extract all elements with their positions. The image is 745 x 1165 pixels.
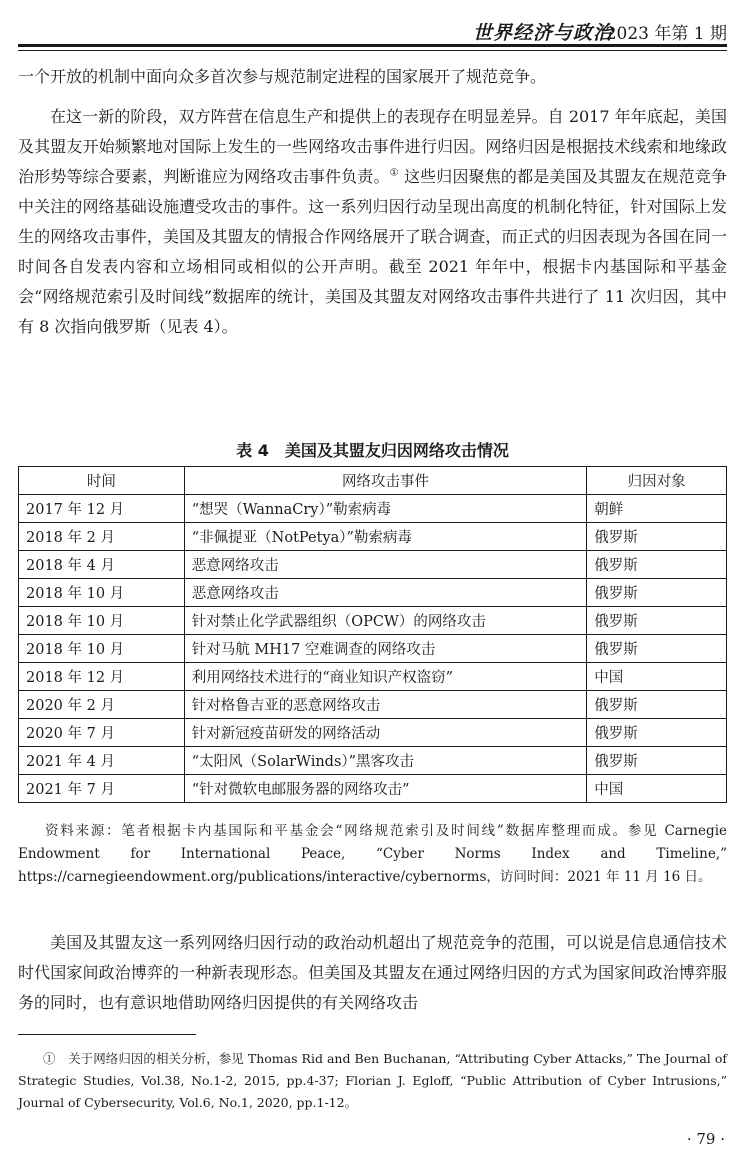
cell-time: 2017 年 12 月: [19, 495, 185, 523]
cell-event: 恶意网络攻击: [184, 551, 587, 579]
cell-event: 针对格鲁吉亚的恶意网络攻击: [184, 691, 587, 719]
cell-time: 2018 年 10 月: [19, 635, 185, 663]
cell-target: 俄罗斯: [587, 691, 727, 719]
cell-event: 利用网络技术进行的“商业知识产权盗窃”: [184, 663, 587, 691]
cell-time: 2018 年 12 月: [19, 663, 185, 691]
running-header: [18, 14, 727, 48]
table-row: [19, 635, 727, 663]
cell-target: 俄罗斯: [587, 747, 727, 775]
cell-event: “针对微软电邮服务器的网络攻击”: [184, 775, 587, 803]
footnote-1: ① 关于网络归因的相关分析，参见 Thomas Rid and Ben Buchanan, “Attributing Cyber Attacks,” The Journal of Strategic Studies, Vol.38, No.1-2, 2015, pp.4-37; Florian J. Egloff, “Public Attribution of Cyber Intrusions,” Journal of Cybersecurity, Vol.6, No.1, 2020, pp.1-12。: [18, 1051, 727, 1110]
cell-target: 朝鲜: [587, 495, 727, 523]
cell-time: 2018 年 10 月: [19, 607, 185, 635]
cell-event: “非佩提亚（NotPetya）”勒索病毒: [184, 523, 587, 551]
cell-event: 恶意网络攻击: [184, 579, 587, 607]
cell-event: 针对禁止化学武器组织（OPCW）的网络攻击: [184, 607, 587, 635]
table-row: [19, 523, 727, 551]
header-event: 网络攻击事件: [184, 467, 587, 495]
cell-target: 俄罗斯: [587, 579, 727, 607]
footnote-reference[interactable]: ①: [389, 167, 399, 179]
table-row: [19, 719, 727, 747]
table-caption: 表 4 美国及其盟友归因网络攻击情况: [236, 441, 509, 460]
cell-time: 2021 年 4 月: [19, 747, 185, 775]
cell-event: “太阳风（SolarWinds）”黑客攻击: [184, 747, 587, 775]
header-rule-thick: [18, 44, 727, 47]
cell-event: 针对新冠疫苗研发的网络活动: [184, 719, 587, 747]
table-row: [19, 775, 727, 803]
paragraph-1: 一个开放的机制中面向众多首次参与规范制定进程的国家展开了规范竞争。: [18, 67, 547, 86]
paragraph-2-part-b: 这些归因聚焦的都是美国及其盟友在规范竞争中关注的网络基础设施遭受攻击的事件。这一系列归因行动呈现出高度的机制化特征，针对国际上发生的网络攻击事件，美国及其盟友的情报合作网络展开了联合调查，而正式的归因表现为各国在同一时间各自发表内容和立场相同或相似的公开声明。截至 2021 年年中，根据卡内基国际和平基金会“网络规范索引及时间线”数据库的统计，美国及其盟友对网络攻击事件共进行了 11 次归因，其中有 8 次指向俄罗斯（见表 4）。: [18, 167, 727, 336]
cell-event: “想哭（WannaCry）”勒索病毒: [184, 495, 587, 523]
footnote-divider: [18, 1034, 196, 1035]
page-number: · 79 ·: [686, 1130, 725, 1148]
table-row: [19, 551, 727, 579]
cell-time: 2018 年 2 月: [19, 523, 185, 551]
attribution-table: [18, 466, 727, 803]
table-header-row: [19, 467, 727, 495]
cell-target: 俄罗斯: [587, 607, 727, 635]
cell-time: 2018 年 4 月: [19, 551, 185, 579]
paragraph-2: [18, 102, 727, 342]
cell-time: 2021 年 7 月: [19, 775, 185, 803]
cell-target: 俄罗斯: [587, 635, 727, 663]
header-target: 归因对象: [587, 467, 727, 495]
paragraph-3: 美国及其盟友这一系列网络归因行动的政治动机超出了规范竞争的范围，可以说是信息通信技术时代国家间政治博弈的一种新表现形态。但美国及其盟友在通过网络归因的方式为国家间政治博弈服务的同时，也有意识地借助网络归因提供的有关网络攻击: [18, 933, 727, 1012]
table-row: [19, 495, 727, 523]
table-row: [19, 579, 727, 607]
cell-target: 俄罗斯: [587, 719, 727, 747]
issue-label: 2023 年第 1 期: [605, 24, 727, 44]
cell-target: 中国: [587, 775, 727, 803]
table-row: [19, 691, 727, 719]
cell-target: 俄罗斯: [587, 551, 727, 579]
cell-time: 2018 年 10 月: [19, 579, 185, 607]
paragraph-2-part-a: 在这一新的阶段，双方阵营在信息生产和提供上的表现存在明显差异。自 2017 年年底起，美国及其盟友开始频繁地对国际上发生的一些网络攻击事件进行归因。网络归因是根据技术线索和地缘政治形势等综合要素，判断谁应为网络攻击事件负责。: [18, 107, 727, 186]
table-row: [19, 607, 727, 635]
table-source-note: 资料来源：笔者根据卡内基国际和平基金会“网络规范索引及时间线”数据库整理而成。参见 Carnegie Endowment for International Peace, “Cyber Norms Index and Timeline,” https://carnegieendowment.org/publications/interactive/cybernorms，访问时间：2021 年 11 月 16 日。: [18, 823, 727, 885]
cell-time: 2020 年 2 月: [19, 691, 185, 719]
header-time: 时间: [19, 467, 185, 495]
journal-title: 世界经济与政治: [473, 22, 614, 44]
table-row: [19, 663, 727, 691]
cell-event: 针对马航 MH17 空难调查的网络攻击: [184, 635, 587, 663]
cell-target: 中国: [587, 663, 727, 691]
header-rule-thin: [18, 50, 727, 51]
cell-target: 俄罗斯: [587, 523, 727, 551]
cell-time: 2020 年 7 月: [19, 719, 185, 747]
table-row: [19, 747, 727, 775]
